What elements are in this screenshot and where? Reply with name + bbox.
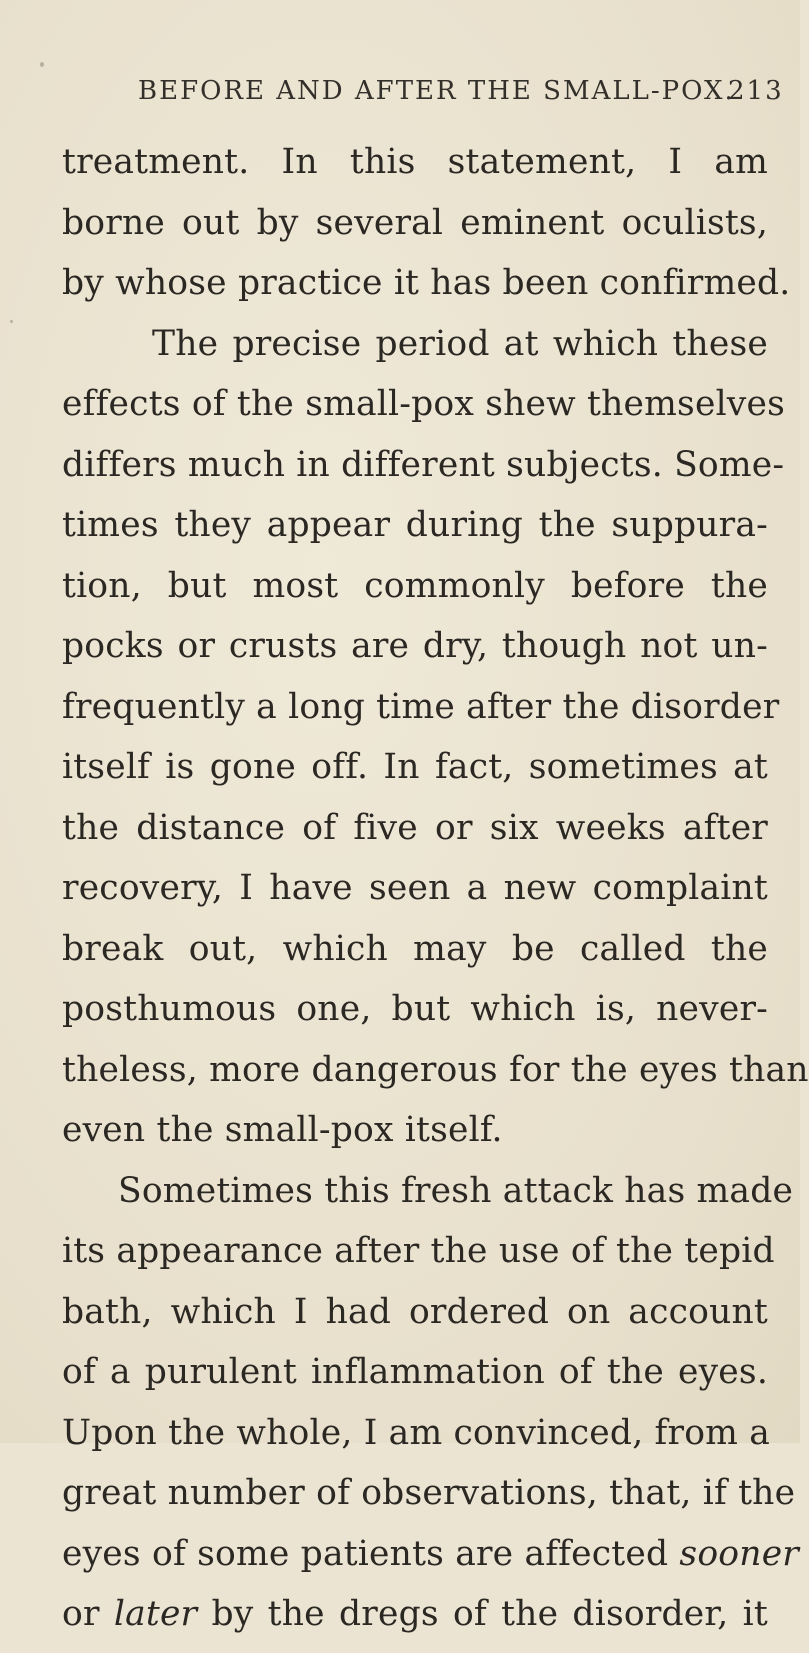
paper-speck bbox=[10, 320, 13, 323]
text-line: recovery, I have seen a new complaint bbox=[62, 868, 768, 908]
text-line bbox=[62, 1532, 799, 1593]
text-line: pocks or crusts are dry, though not un- bbox=[62, 626, 768, 666]
text-line: break out, which may be called the bbox=[62, 928, 768, 969]
text-segment: by the dregs of the disorder, it bbox=[197, 1594, 768, 1634]
page-header bbox=[138, 76, 784, 116]
text-line: great number of observations, that, if the bbox=[62, 1473, 796, 1513]
text-line: Sometimes this fresh attack has made bbox=[118, 1170, 794, 1211]
text-line: its appearance after the use of the tepid bbox=[62, 1231, 775, 1271]
text-line: itself is gone off. In fact, sometimes at bbox=[62, 747, 768, 787]
text-line: theless, more dangerous for the eyes than bbox=[62, 1049, 809, 1090]
text-line: even the small-pox itself. bbox=[62, 1110, 503, 1150]
text-segment: eyes of some patients are affected bbox=[62, 1533, 680, 1574]
text-line: of a purulent inflammation of the eyes. bbox=[62, 1352, 768, 1392]
running-title: BEFORE AND AFTER THE SMALL-POX. bbox=[138, 76, 735, 106]
text-line: The precise period at which these bbox=[152, 323, 768, 364]
italic-word: later bbox=[113, 1594, 198, 1634]
text-line: treatment. In this statement, I am bbox=[62, 142, 768, 182]
italic-word: sooner bbox=[679, 1533, 799, 1574]
text-line: differs much in different subjects. Some- bbox=[62, 444, 785, 485]
text-line: effects of the small-pox shew themselves bbox=[62, 384, 786, 424]
text-line: frequently a long time after the disorder bbox=[62, 686, 780, 727]
text-line: tion, but most commonly before the bbox=[62, 565, 768, 606]
page-number: 213 bbox=[728, 76, 784, 106]
text-line: by whose practice it has been confirmed. bbox=[62, 263, 791, 303]
paper-speck bbox=[40, 62, 44, 67]
text-line: bath, which I had ordered on account bbox=[62, 1291, 768, 1332]
text-line: borne out by several eminent oculists, bbox=[62, 202, 768, 243]
text-line: times they appear during the suppura- bbox=[62, 505, 768, 545]
body-text bbox=[62, 140, 809, 1653]
text-line: the distance of five or six weeks after bbox=[62, 807, 768, 848]
text-line: Upon the whole, I am convinced, from a bbox=[62, 1412, 771, 1453]
text-line bbox=[62, 1592, 768, 1653]
text-segment: or bbox=[62, 1594, 114, 1634]
text-line: posthumous one, but which is, never- bbox=[62, 989, 768, 1029]
